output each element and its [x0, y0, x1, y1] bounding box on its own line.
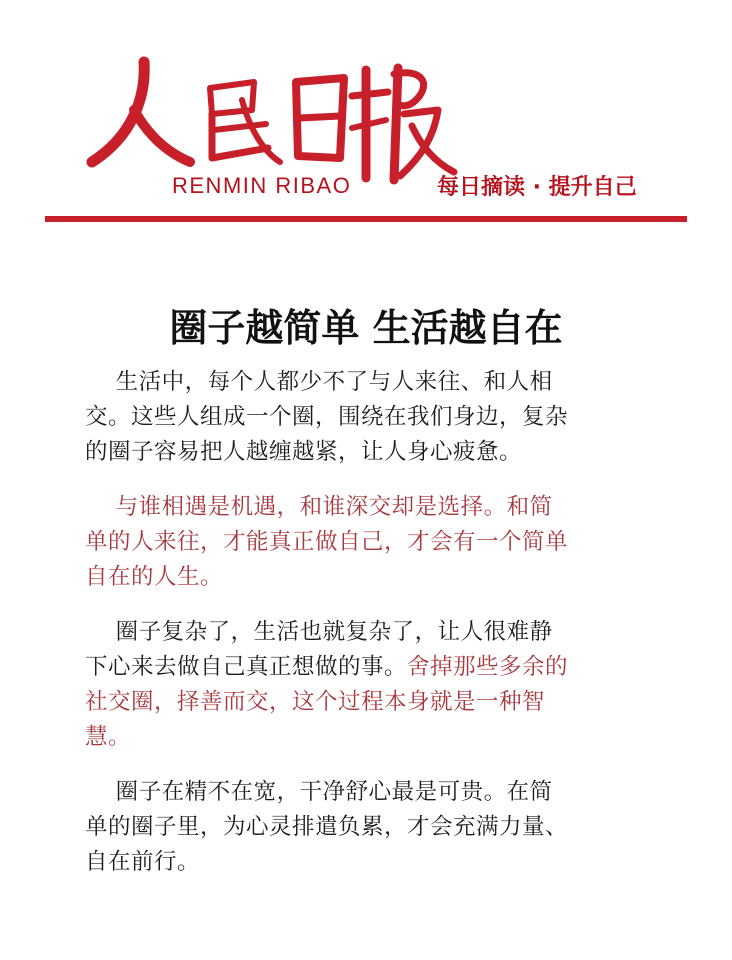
- paragraph-line: [85, 775, 665, 810]
- article-paragraph: [85, 490, 665, 595]
- paragraph-line: [85, 435, 665, 470]
- masthead: [0, 0, 732, 240]
- paragraph-line: [85, 560, 665, 595]
- body-text: 交。这些人组成一个圈，围绕在我们身边，复杂: [85, 404, 569, 430]
- body-text: 圈子在精不在宽，干净舒心最是可贵。在简: [85, 779, 553, 805]
- highlighted-text: 与谁相遇是机遇，和谁深交却是选择。和简: [85, 494, 553, 520]
- paragraph-line: [85, 490, 665, 525]
- body-text: 生活中，每个人都少不了与人来往、和人相: [85, 369, 553, 395]
- body-text: 单的圈子里，为心灵排遣负累，才会充满力量、: [85, 814, 569, 840]
- body-text: 下心来去做自己真正想做的事。: [85, 654, 408, 680]
- paragraph-line: [85, 685, 665, 720]
- header-divider: [45, 216, 687, 222]
- paragraph-line: [85, 400, 665, 435]
- paragraph-line: [85, 810, 665, 845]
- masthead-slogan: 每日摘读 · 提升自己: [437, 175, 637, 200]
- paragraph-line: [85, 845, 665, 880]
- body-text: 的圈子容易把人越缠越紧，让人身心疲惫。: [85, 439, 523, 465]
- body-text: 自在前行。: [85, 849, 201, 875]
- highlighted-text: 社交圈，择善而交，这个过程本身就是一种智: [85, 689, 546, 715]
- body-text: 圈子复杂了，生活也就复杂了，让人很难静: [85, 619, 553, 645]
- highlighted-text: 单的人来往，才能真正做自己，才会有一个简单: [85, 529, 569, 555]
- paragraph-line: [85, 720, 665, 755]
- highlighted-text: 舍掉那些多余的: [407, 654, 569, 680]
- brand-roman-name: RENMIN RIBAO: [172, 173, 352, 198]
- article-paragraph: [85, 365, 665, 470]
- paragraph-line: [85, 525, 665, 560]
- paragraph-line: [85, 365, 665, 400]
- highlighted-text: 自在的人生。: [85, 564, 224, 590]
- highlighted-text: 慧。: [85, 724, 132, 750]
- article-paragraph: [85, 775, 665, 880]
- paragraph-line: [85, 650, 665, 685]
- paragraph-line: [85, 615, 665, 650]
- article-paragraph: [85, 615, 665, 755]
- renmin-ribao-calligraphy-logo: [82, 40, 462, 190]
- article-title: 圈子越简单 生活越自在: [169, 306, 563, 351]
